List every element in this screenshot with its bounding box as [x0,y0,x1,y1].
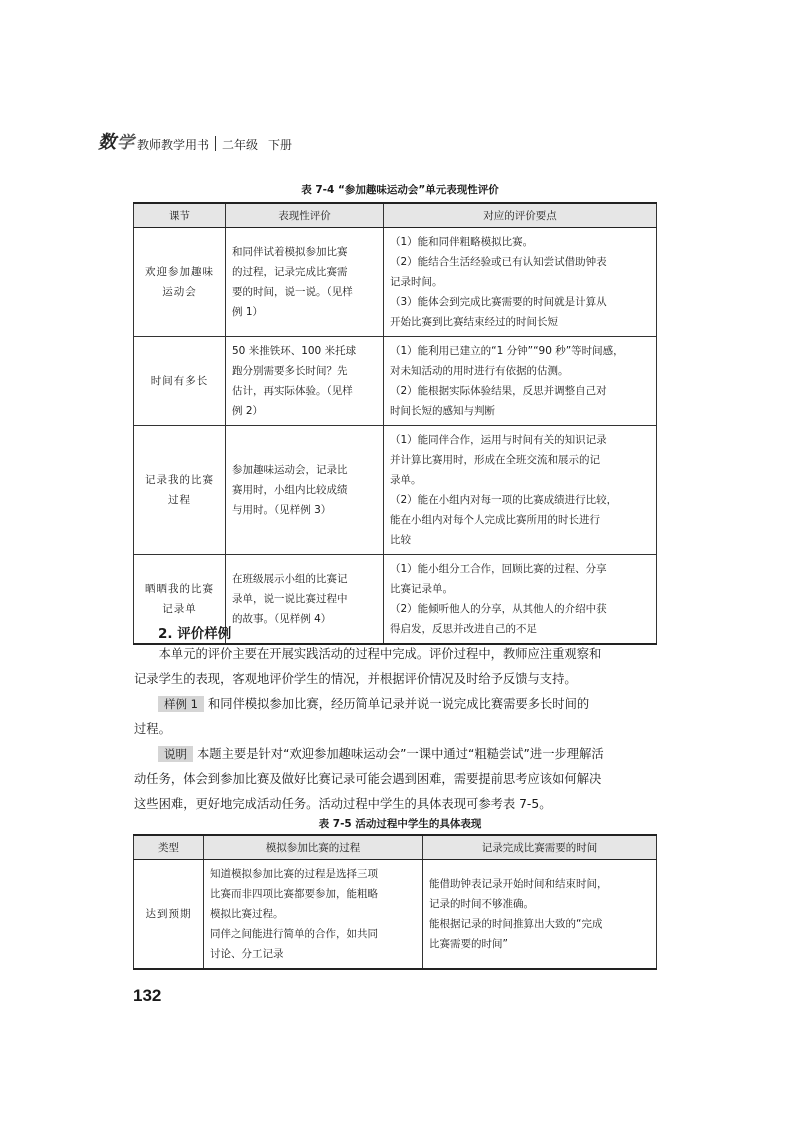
points-cell: （1）能小组分工合作，回顾比赛的过程、分享 比赛记录单。 （2）能倾听他人的分享，从其他人的介绍中获 得启发，反思并改进自己的不足 [384,555,657,645]
section-title: 2. 评价样例 [158,626,232,642]
intro-paragraph: 本单元的评价主要在开展实践活动的过程中完成。评价过程中，教师应注重观察和 记录学生的表现，客观地评价学生的情况，并根据评价情况及时给予反馈与支持。 [134,647,602,686]
running-header [98,128,292,152]
student-performance-table [133,834,657,970]
performance-cell: 50 米推铁环、100 米托球 跑分别需要多长时间？先 估计，再实际体验。（见样 例 2） [226,337,384,426]
performance-cell: 参加趣味运动会，记录比 赛用时，小组内比较成绩 与用时。（见样例 3） [226,426,384,555]
volume-label: 下册 [268,138,293,152]
logo-char-1: 数 [98,132,116,153]
column-header: 模拟参加比赛的过程 [204,835,423,860]
type-cell: 达到预期 [134,860,204,970]
note-tag: 说明 [158,746,193,762]
points-cell: （1）能利用已建立的“1 分钟”“90 秒”等时间感， 对未知活动的用时进行有依据的估测。 （2）能根据实际体验结果，反思并调整自己对 时间长短的感知与判断 [384,337,657,426]
grade-label: 二年级 [222,138,259,152]
book-name: 教师教学用书 [137,138,210,152]
performance-cell: 在班级展示小组的比赛记 录单，说一说比赛过程中 的故事。（见样例 4） [226,555,384,645]
column-header: 课节 [134,203,226,228]
table-row [134,860,657,970]
column-header: 对应的评价要点 [384,203,657,228]
simulate-cell: 知道模拟参加比赛的过程是选择三项 比赛而非四项比赛都要参加，能粗略 模拟比赛过程。 同伴之间能进行简单的合作，如共同 讨论、分工记录 [204,860,423,970]
column-header: 类型 [134,835,204,860]
table2-header-row [134,835,657,860]
lesson-cell: 时间有多长 [134,337,226,426]
table1-caption: 表 7-4 “参加趣味运动会”单元表现性评价 [301,184,499,196]
table-row [134,337,657,426]
points-cell: （1）能和同伴粗略模拟比赛。 （2）能结合生活经验或已有认知尝试借助钟表 记录时间。 （3）能体会到完成比赛需要的时间就是计算从 开始比赛到比赛结束经过的时间长短 [384,228,657,337]
performance-cell: 和同伴试着模拟参加比赛 的过程，记录完成比赛需 要的时间，说一说。（见样 例 1） [226,228,384,337]
points-cell: （1）能同伴合作，运用与时间有关的知识记录 并计算比赛用时，形成在全班交流和展示的记 录单。 （2）能在小组内对每一项的比赛成绩进行比较， 能在小组内对每个人完成比赛所用的时长进行 比较 [384,426,657,555]
table1-header-row [134,203,657,228]
lesson-cell: 欢迎参加趣味 运动会 [134,228,226,337]
table-row [134,228,657,337]
record-cell: 能借助钟表记录开始时间和结束时间， 记录的时间不够准确。 能根据记录的时间推算出大致的“完成 比赛需要的时间” [423,860,657,970]
column-header: 表现性评价 [226,203,384,228]
table-row [134,426,657,555]
lesson-cell: 晒晒我的比赛 记录单 [134,555,226,645]
header-divider [215,136,216,151]
evaluation-table [133,202,657,645]
subject-logo [98,134,134,152]
page-number: 132 [133,986,162,1005]
logo-char-2: 学 [117,133,134,153]
example1-paragraph: 样例 1 和同伴模拟参加比赛，经历简单记录并说一说完成比赛需要多长时间的 过程。 [134,697,590,736]
lesson-cell: 记录我的比赛 过程 [134,426,226,555]
note-paragraph: 说明 本题主要是针对“欢迎参加趣味运动会”一课中通过“粗糙尝试”进一步理解活 动任务，体会到参加比赛及做好比赛记录可能会遇到困难，需要提前思考应该如何解决 这些困难，更好地完成活动任务。活动过程中学生的具体表现可参考表 7-5。 [134,747,604,811]
table2-caption: 表 7-5 活动过程中学生的具体表现 [318,818,482,830]
column-header: 记录完成比赛需要的时间 [423,835,657,860]
example-tag: 样例 1 [158,696,204,712]
